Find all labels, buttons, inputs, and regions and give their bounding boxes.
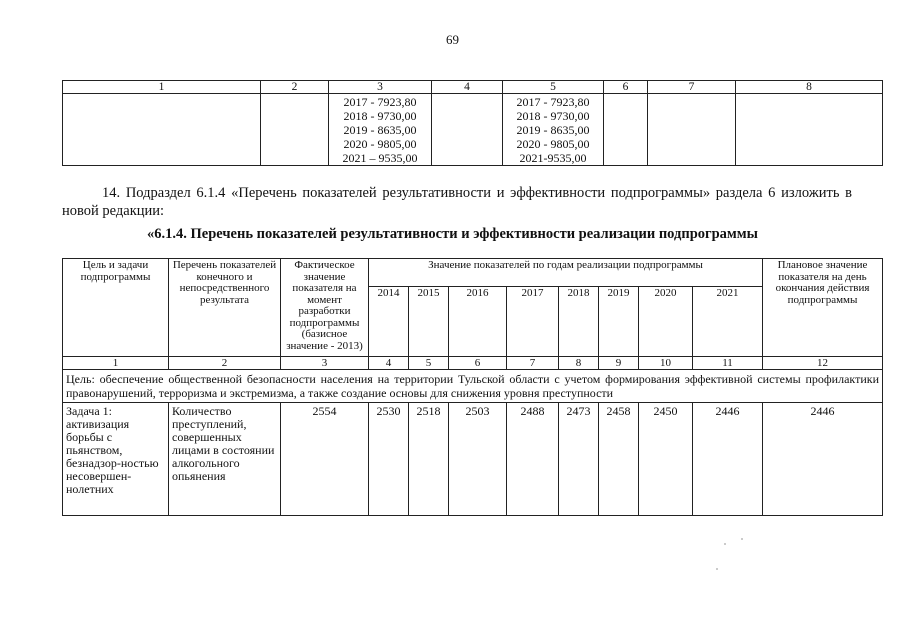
indicator-table (62, 258, 883, 516)
header-values-by-year: Значение показателей по годам реализации подпрограммы (369, 259, 763, 287)
table-cell (736, 94, 883, 166)
header-actual-value: Фактическое значение показателя на момент разработки подпрограммы (базисное значение - 2013) (281, 259, 369, 357)
continuation-table (62, 80, 883, 166)
value-line: 2018 - 9730,00 (343, 109, 417, 123)
column-number: 10 (639, 357, 693, 370)
year-header: 2018 (559, 287, 599, 357)
value-line: 2020 - 9805,00 (343, 137, 417, 151)
year-header: 2020 (639, 287, 693, 357)
column-number-row (63, 357, 883, 370)
table-cell (63, 94, 261, 166)
value-line: 2021 – 9535,00 (342, 151, 418, 165)
column-number: 1 (63, 357, 169, 370)
value-line: 2021-9535,00 (519, 151, 587, 165)
base-value: 2554 (281, 403, 369, 516)
year-header: 2019 (599, 287, 639, 357)
table-cell (261, 94, 329, 166)
column-number: 6 (604, 81, 648, 94)
value-line: 2018 - 9730,00 (516, 109, 590, 123)
scan-speck (741, 538, 743, 540)
year-value: 2530 (369, 403, 409, 516)
year-value: 2518 (409, 403, 449, 516)
column-number: 3 (281, 357, 369, 370)
header-goal: Цель и задачи подпрограммы (63, 259, 169, 357)
column-number: 7 (507, 357, 559, 370)
column-number: 8 (736, 81, 883, 94)
column-number: 9 (599, 357, 639, 370)
column-number: 6 (449, 357, 507, 370)
column-number: 11 (693, 357, 763, 370)
header-indicators: Перечень показателей конечного и непосредственного результата (169, 259, 281, 357)
year-header: 2021 (693, 287, 763, 357)
column-number: 4 (432, 81, 503, 94)
scan-speck (716, 568, 718, 570)
year-value: 2473 (559, 403, 599, 516)
header-row (63, 259, 883, 287)
year-header: 2014 (369, 287, 409, 357)
task-description: Задача 1: активизация борьбы с пьянством, безнадзор-ностью несовершен-нолетних (63, 403, 169, 516)
value-line: 2017 - 7923,80 (516, 95, 590, 109)
column-number: 8 (559, 357, 599, 370)
table-cell (432, 94, 503, 166)
task-row (63, 403, 883, 516)
year-value: 2446 (693, 403, 763, 516)
column-number: 2 (261, 81, 329, 94)
column-number: 5 (409, 357, 449, 370)
col3-values-cell (329, 94, 432, 166)
scan-speck (724, 543, 726, 545)
value-line: 2019 - 8635,00 (516, 123, 590, 137)
value-line: 2017 - 7923,80 (343, 95, 417, 109)
table-cell (648, 94, 736, 166)
column-number: 5 (503, 81, 604, 94)
year-value: 2488 (507, 403, 559, 516)
column-number: 1 (63, 81, 261, 94)
column-number: 4 (369, 357, 409, 370)
value-line: 2019 - 8635,00 (343, 123, 417, 137)
column-number-row (63, 81, 883, 94)
year-header: 2016 (449, 287, 507, 357)
value-line: 2020 - 9805,00 (516, 137, 590, 151)
column-number: 2 (169, 357, 281, 370)
year-header: 2017 (507, 287, 559, 357)
page-number: 69 (446, 32, 459, 47)
goal-text: Цель: обеспечение общественной безопасности населения на территории Тульской области с учетом формирования эффективной системы профилактики правонарушений, терроризма и экстремизма, а также создание основы для снижения уровня преступности (63, 370, 883, 403)
column-number: 12 (763, 357, 883, 370)
table-cell (604, 94, 648, 166)
col5-values-cell (503, 94, 604, 166)
amendment-paragraph: 14. Подраздел 6.1.4 «Перечень показателей результативности и эффективности подпрограммы» раздела 6 изложить в новой редакции: (62, 185, 852, 219)
section-heading: «6.1.4. Перечень показателей результативности и эффективности реализации подпрограммы (147, 226, 758, 242)
planned-value: 2446 (763, 403, 883, 516)
header-planned-value: Плановое значение показателя на день окончания действия подпрограммы (763, 259, 883, 357)
year-value: 2450 (639, 403, 693, 516)
year-header: 2015 (409, 287, 449, 357)
indicator-description: Количество преступлений, совершенных лицами в состоянии алкогольного опьянения (169, 403, 281, 516)
goal-row (63, 370, 883, 403)
column-number: 3 (329, 81, 432, 94)
year-value: 2503 (449, 403, 507, 516)
column-number: 7 (648, 81, 736, 94)
table-row (63, 94, 883, 166)
year-value: 2458 (599, 403, 639, 516)
